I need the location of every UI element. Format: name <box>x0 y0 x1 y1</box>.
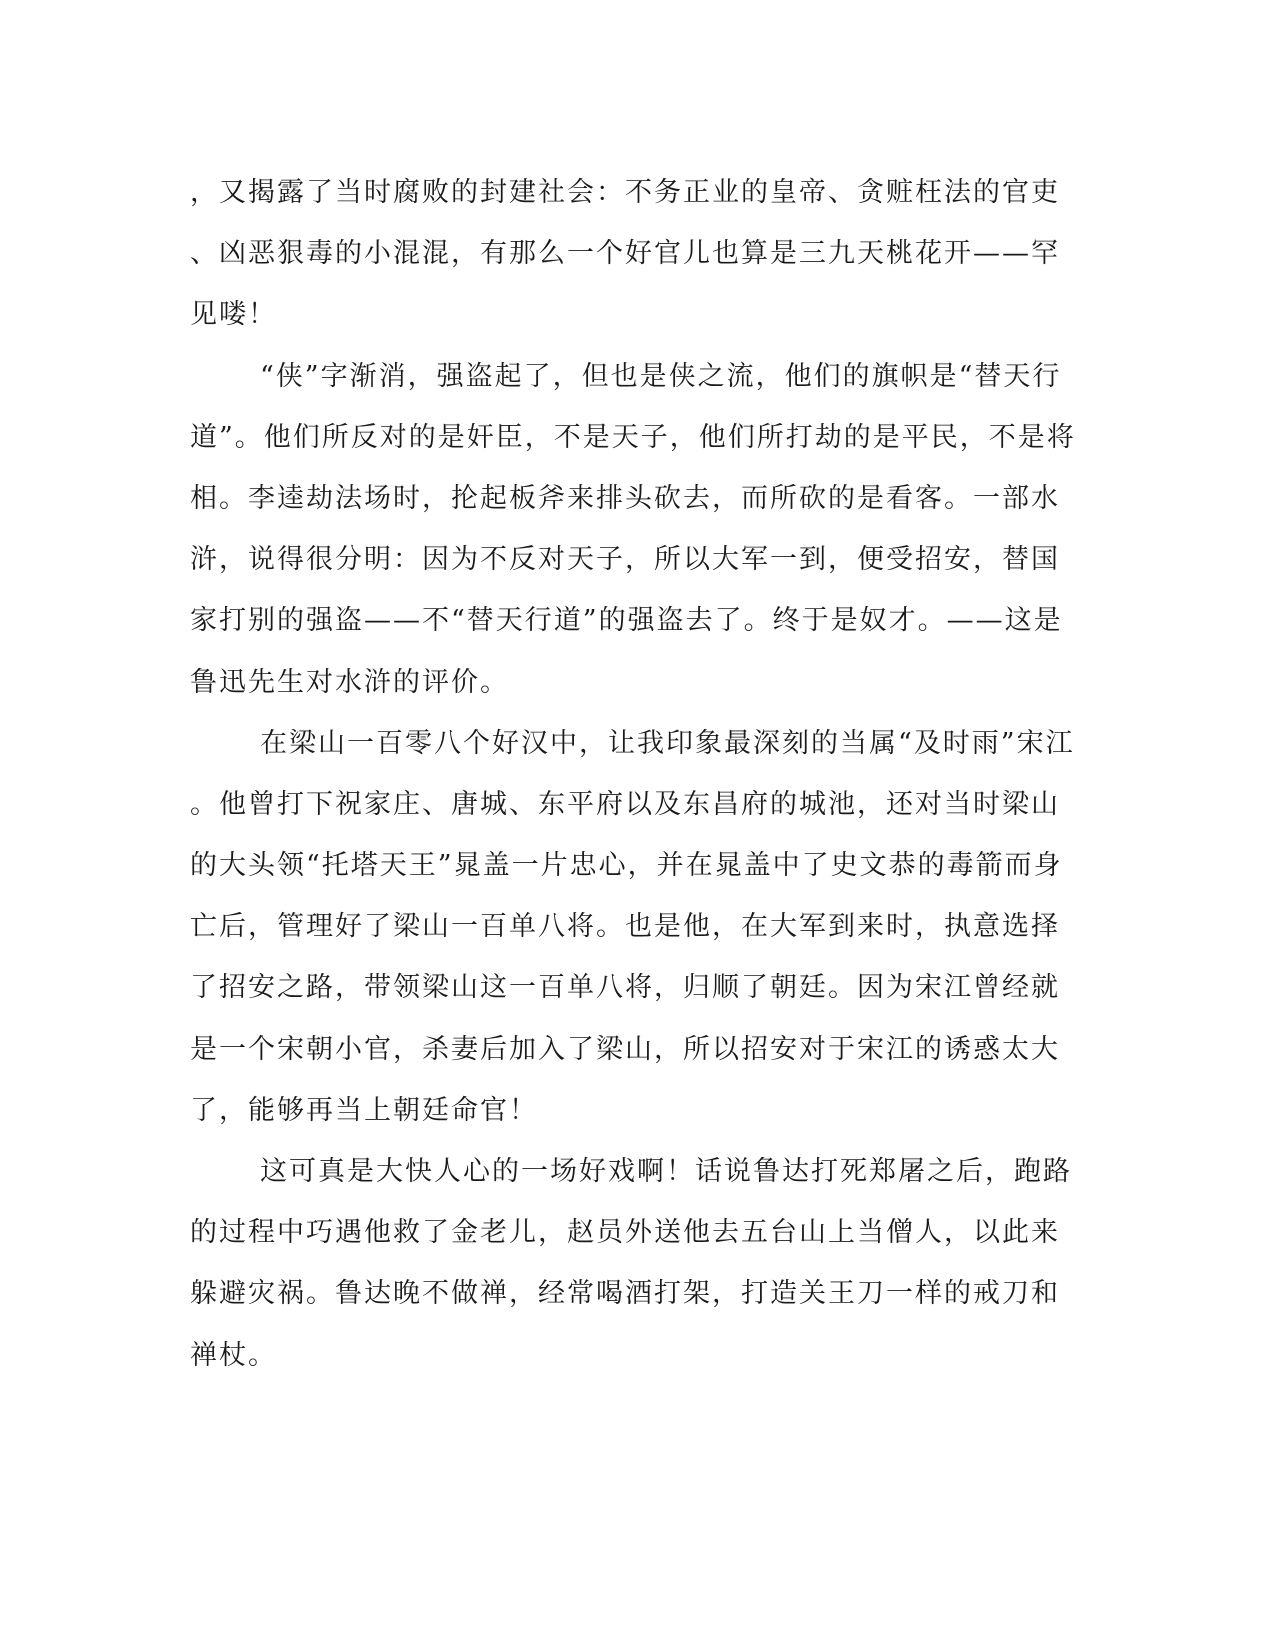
text-line: 相。李逵劫法场时，抡起板斧来排头砍去，而所砍的是看客。一部水 <box>190 482 1060 514</box>
text-line: 见喽！ <box>190 299 277 331</box>
text-line: 的过程中巧遇他救了金老儿，赵员外送他去五台山上当僧人，以此来 <box>190 1217 1060 1249</box>
body-text <box>190 162 1076 1386</box>
text-line: 、凶恶狠毒的小混混，有那么一个好官儿也算是三九天桃花开——罕 <box>190 238 1060 270</box>
text-line: 了招安之路，带领梁山这一百单八将，归顺了朝廷。因为宋江曾经就 <box>190 972 1060 1004</box>
text-line: 的大头领“托塔天王”晁盖一片忠心，并在晁盖中了史文恭的毒箭而身 <box>190 850 1063 882</box>
text-line: “侠”字渐消，强盗起了，但也是侠之流，他们的旗帜是“替天行 <box>260 360 1062 392</box>
text-line: 家打别的强盗——不“替天行道”的强盗去了。终于是奴才。——这是 <box>190 605 1063 637</box>
text-line: 亡后，管理好了梁山一百单八将。也是他，在大军到来时，执意选择 <box>190 911 1060 943</box>
text-line: 。他曾打下祝家庄、唐城、东平府以及东昌府的城池，还对当时梁山 <box>190 788 1060 820</box>
text-line: 鲁迅先生对水浒的评价。 <box>190 666 509 698</box>
text-line: 是一个宋朝小官，杀妻后加入了梁山，所以招安对于宋江的诱惑太大 <box>190 1033 1060 1065</box>
text-line: 了，能够再当上朝廷命官！ <box>190 1094 538 1126</box>
text-line: ，又揭露了当时腐败的封建社会：不务正业的皇帝、贪赃枉法的官吏 <box>190 177 1060 208</box>
text-line: 在梁山一百零八个好汉中，让我印象最深刻的当属“及时雨”宋江 <box>260 727 1075 759</box>
text-line: 道”。他们所反对的是奸臣，不是天子，他们所打劫的是平民，不是将 <box>190 421 1076 453</box>
text-line: 禅杖。 <box>190 1339 277 1371</box>
text-line: 躲避灾祸。鲁达晚不做禅，经常喝酒打架，打造关王刀一样的戒刀和 <box>190 1278 1060 1310</box>
text-line: 这可真是大快人心的一场好戏啊！话说鲁达打死郑屠之后，跑路 <box>260 1156 1072 1187</box>
text-line: 浒，说得很分明：因为不反对天子，所以大军一到，便受招安，替国 <box>190 544 1060 576</box>
